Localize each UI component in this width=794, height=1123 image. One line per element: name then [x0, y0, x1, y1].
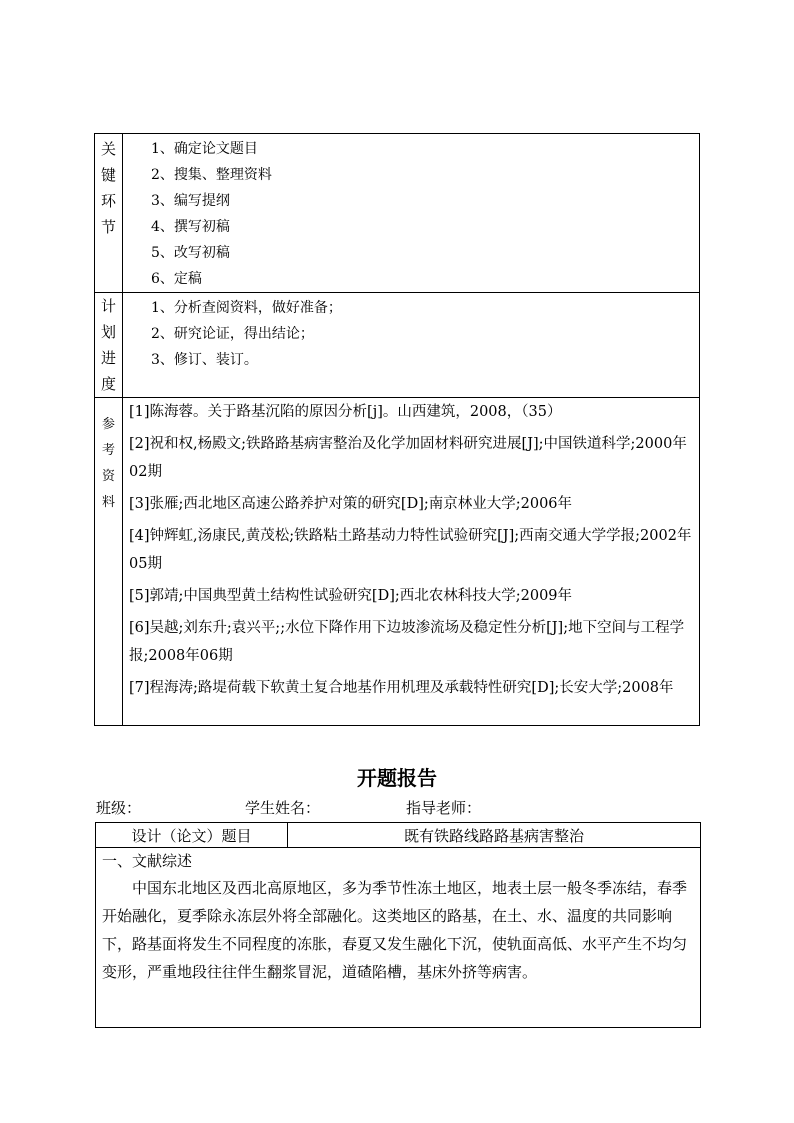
topic-row [96, 823, 701, 848]
key-steps-label-char: 键 [100, 166, 116, 184]
references-label-char: 参 [101, 417, 115, 432]
key-steps-label-char: 节 [100, 218, 116, 236]
reference-item: [5]郭靖;中国典型黄土结构性试验研究[D];西北农林科技大学;2009年 [129, 588, 573, 604]
literature-review-heading: 一、文献综述 [102, 852, 193, 870]
schedule-row [95, 293, 700, 398]
proposal-table [95, 822, 701, 1028]
plan-table [94, 133, 700, 726]
literature-review-cell [96, 848, 701, 1028]
key-step-item: 1、确定论文题目 [151, 141, 258, 157]
schedule-content [123, 293, 700, 398]
key-steps-label-char: 关 [100, 140, 116, 158]
advisor-label: 指导老师： [406, 799, 482, 817]
reference-item: [1]陈海蓉。关于路基沉陷的原因分析[j]。山西建筑，2008，（35） [129, 404, 562, 420]
schedule-item: 2、研究论证，得出结论； [151, 326, 314, 342]
reference-item: [4]钟辉虹,汤康民,黄茂松;铁路粘土路基动力特性试验研究[J];西南交通大学学报;2002年05期 [129, 528, 692, 572]
schedule-label-char: 度 [100, 375, 116, 393]
key-step-item: 2、搜集、整理资料 [151, 167, 272, 183]
class-label: 班级： [96, 799, 142, 817]
schedule-label-char: 划 [100, 323, 116, 341]
key-steps-content [123, 134, 700, 293]
schedule-item: 1、分析查阅资料，做好准备； [151, 300, 342, 316]
references-label-char: 考 [101, 443, 115, 458]
reference-item: [3]张雁;西北地区高速公路养护对策的研究[D];南京林业大学;2006年 [129, 496, 573, 512]
key-steps-list [123, 134, 699, 292]
topic-value: 既有铁路线路路基病害整治 [288, 823, 701, 848]
references-list [123, 398, 699, 702]
topic-label: 设计（论文）题目 [96, 823, 288, 848]
references-row [95, 398, 700, 726]
reference-item: [7]程海涛;路堤荷载下软黄土复合地基作用机理及承载特性研究[D];长安大学;2008年 [129, 680, 674, 696]
literature-review-row [96, 848, 701, 1028]
references-label-char: 料 [101, 495, 115, 510]
schedule-list [123, 293, 699, 373]
references-label-char: 资 [101, 469, 115, 484]
schedule-label-char: 进 [100, 349, 116, 367]
key-step-item: 3、编写提纲 [151, 193, 230, 209]
schedule-label-cell [95, 293, 123, 398]
literature-review-text: 中国东北地区及西北高原地区，多为季节性冻土地区，地表土层一般冬季冻结，春季开始融化，夏季除永冻层外将全部融化。这类地区的路基，在土、水、温度的共同影响下，路基面将发生不同程度的冻胀，春夏又发生融化下沉，使轨面高低、水平产生不均匀变形，严重地段往往伴生翻浆冒泥，道碴陷槽，基床外挤等病害。 [102, 879, 688, 981]
key-step-item: 4、撰写初稿 [151, 219, 230, 235]
references-content [123, 398, 700, 726]
key-steps-row [95, 134, 700, 293]
key-steps-label-cell [95, 134, 123, 293]
key-step-item: 5、改写初稿 [151, 245, 230, 261]
student-name-label: 学生姓名： [245, 799, 321, 817]
reference-item: [6]吴越;刘东升;袁兴平;;水位下降作用下边坡渗流场及稳定性分析[J];地下空间与工程学报;2008年06期 [129, 620, 685, 664]
reference-item: [2]祝和权,杨殿文;铁路路基病害整治及化学加固材料研究进展[J];中国铁道科学;2000年02期 [129, 436, 687, 480]
schedule-label-char: 计 [100, 297, 116, 315]
key-steps-label-char: 环 [100, 192, 116, 210]
references-label-cell [95, 398, 123, 726]
schedule-item: 3、修订、装订。 [151, 352, 258, 368]
report-title: 开题报告 [357, 766, 437, 790]
key-step-item: 6、定稿 [151, 271, 202, 287]
